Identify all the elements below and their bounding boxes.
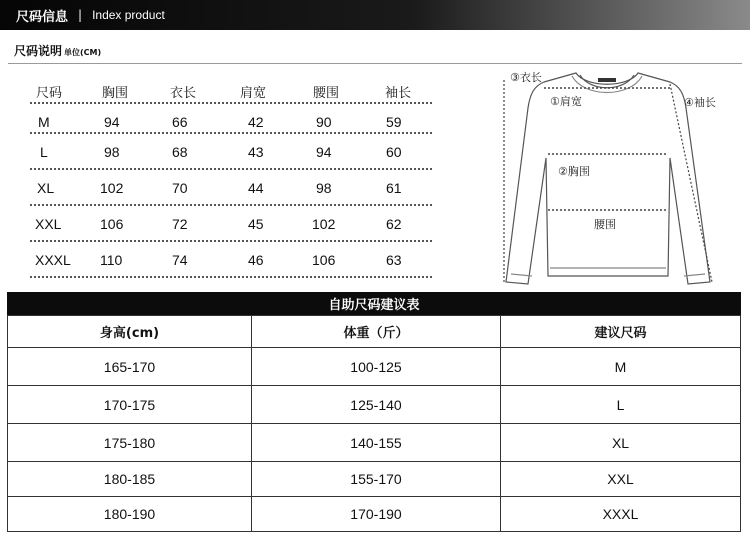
recommend-table bbox=[7, 315, 741, 532]
cell-sleeve: 59 bbox=[386, 114, 402, 130]
cell-chest: 98 bbox=[104, 144, 120, 160]
header-subtitle: Index product bbox=[92, 8, 165, 22]
diagram-label-waist: 腰围 bbox=[594, 218, 616, 231]
cell-chest: 106 bbox=[100, 216, 124, 232]
header-title: 尺码信息 bbox=[16, 9, 69, 25]
cell-shoulder: 43 bbox=[248, 144, 264, 160]
diagram-label-chest: ②胸围 bbox=[558, 165, 590, 178]
col-header-size: 尺码 bbox=[36, 86, 63, 101]
col-header-suggested-size: 建议尺码 bbox=[501, 316, 741, 348]
header-bar bbox=[0, 0, 750, 30]
cell-waist: 98 bbox=[316, 180, 332, 196]
table-row bbox=[8, 497, 741, 532]
cell-waist: 90 bbox=[316, 114, 332, 130]
table-row bbox=[30, 104, 432, 134]
cell-weight: 155-170 bbox=[252, 462, 501, 497]
col-header-chest: 胸围 bbox=[102, 86, 129, 101]
col-header-waist: 腰围 bbox=[313, 86, 340, 101]
cell-chest: 94 bbox=[104, 114, 120, 130]
table-row bbox=[8, 424, 741, 462]
cell-height: 165-170 bbox=[8, 348, 252, 386]
section-title bbox=[14, 42, 101, 59]
section-title-text: 尺码说明 bbox=[14, 44, 63, 58]
cell-sleeve: 63 bbox=[386, 252, 402, 268]
cell-size: XXXL bbox=[35, 252, 71, 268]
cell-weight: 125-140 bbox=[252, 386, 501, 424]
cell-shoulder: 45 bbox=[248, 216, 264, 232]
diagram-label-shoulder: ①肩宽 bbox=[550, 95, 582, 108]
recommend-table-header bbox=[8, 316, 741, 348]
section-divider bbox=[8, 63, 742, 64]
cell-height: 175-180 bbox=[8, 424, 252, 462]
collar-tag bbox=[598, 78, 616, 82]
cell-sleeve: 60 bbox=[386, 144, 402, 160]
row-divider bbox=[30, 276, 432, 278]
shirt-diagram bbox=[498, 68, 738, 288]
col-header-weight: 体重（斤） bbox=[252, 316, 501, 348]
cell-length: 66 bbox=[172, 114, 188, 130]
cell-weight: 140-155 bbox=[252, 424, 501, 462]
diagram-label-length: ③衣长 bbox=[510, 71, 542, 84]
cell-height: 170-175 bbox=[8, 386, 252, 424]
cell-shoulder: 46 bbox=[248, 252, 264, 268]
cell-length: 68 bbox=[172, 144, 188, 160]
cell-weight: 100-125 bbox=[252, 348, 501, 386]
table-row bbox=[8, 386, 741, 424]
cell-size: XXL bbox=[35, 216, 62, 232]
cell-chest: 110 bbox=[100, 252, 123, 268]
cell-length: 74 bbox=[172, 252, 188, 268]
table-row bbox=[30, 206, 432, 242]
cell-shoulder: 44 bbox=[248, 180, 264, 196]
col-header-shoulder: 肩宽 bbox=[240, 86, 267, 101]
size-table bbox=[30, 78, 432, 278]
cell-suggested-size: L bbox=[501, 386, 741, 424]
cell-weight: 170-190 bbox=[252, 497, 501, 532]
table-row bbox=[8, 348, 741, 386]
cell-suggested-size: XL bbox=[501, 424, 741, 462]
cell-height: 180-190 bbox=[8, 497, 252, 532]
cell-waist: 102 bbox=[312, 216, 336, 232]
cell-length: 72 bbox=[172, 216, 188, 232]
cell-size: M bbox=[38, 114, 50, 130]
cell-shoulder: 42 bbox=[248, 114, 264, 130]
size-table-header bbox=[30, 78, 432, 104]
cell-size: L bbox=[40, 144, 48, 160]
table-row bbox=[30, 170, 432, 206]
col-header-length: 衣长 bbox=[170, 86, 197, 101]
col-header-sleeve: 袖长 bbox=[385, 86, 412, 101]
cell-length: 70 bbox=[172, 180, 188, 196]
cell-waist: 94 bbox=[316, 144, 332, 160]
cell-suggested-size: XXL bbox=[501, 462, 741, 497]
recommend-title: 自助尺码建议表 bbox=[7, 292, 741, 315]
diagram-label-sleeve: ④袖长 bbox=[684, 96, 716, 109]
table-row bbox=[8, 462, 741, 497]
header-separator: | bbox=[78, 8, 83, 22]
table-row bbox=[30, 242, 432, 278]
cell-waist: 106 bbox=[312, 252, 336, 268]
cell-sleeve: 62 bbox=[386, 216, 402, 232]
col-header-height: 身高(cm) bbox=[8, 316, 252, 348]
cell-chest: 102 bbox=[100, 180, 124, 196]
section-unit: 单位(CM) bbox=[64, 48, 102, 57]
cell-suggested-size: XXXL bbox=[501, 497, 741, 532]
table-row bbox=[30, 134, 432, 170]
cell-size: XL bbox=[37, 180, 55, 196]
cell-sleeve: 61 bbox=[386, 180, 402, 196]
cell-suggested-size: M bbox=[501, 348, 741, 386]
cell-height: 180-185 bbox=[8, 462, 252, 497]
shirt-outline-icon bbox=[498, 68, 738, 288]
